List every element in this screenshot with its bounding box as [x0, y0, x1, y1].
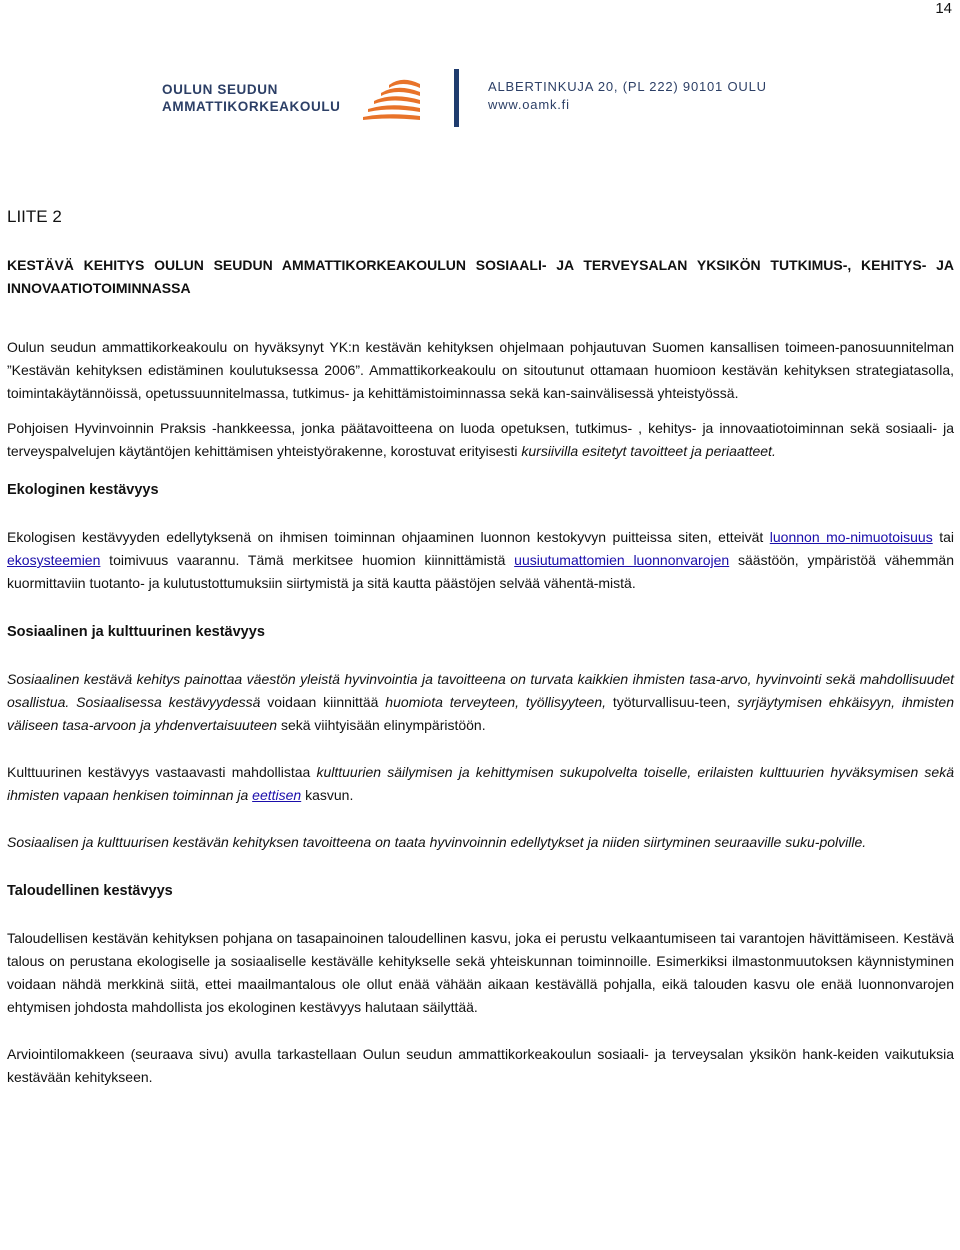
- address-block: [488, 78, 767, 114]
- ecological-paragraph: [7, 526, 954, 595]
- social-cultural-goal: [7, 831, 954, 854]
- intro-text-b: ”Kestävän kehityksen edistäminen koulutuksessa 2006: [7, 362, 356, 378]
- intro-paragraph: [7, 336, 954, 405]
- heading-ecological: Ekologinen kestävyys: [7, 482, 159, 498]
- social-paragraph: [7, 668, 954, 737]
- link-ecosystems[interactable]: ekosysteemien: [7, 552, 101, 568]
- social-text-4: sekä viihtyisään elinympäristöön.: [277, 717, 486, 733]
- assessment-paragraph: Arviointilomakkeen (seuraava sivu) avulla tarkastellaan Oulun seudun ammattikorkeakoulun sosiaali- ja terveysalan yksikön hank-keiden vaikutuksia kestävään kehitykseen.: [7, 1046, 954, 1085]
- document-body: [7, 195, 954, 1089]
- cultural-italic-text: kulttuurien säilymisen ja kehittymisen sukupolvelta toiselle, erilaisten kulttuurien hyväksymisen sekä ihmisten vapaan henkisen toiminnan ja: [7, 764, 954, 803]
- economic-paragraph: Taloudellisen kestävän kehityksen pohjana on tasapainoinen taloudellinen kasvu, joka ei perustu velkaantumiseen tai varantojen hävittämiseen. Kestävä talous on perustana ekologiselle ja sosiaaliselle kestävälle kehitykselle sekä yhteiskunnan toiminnoille. Esimerkiksi ilmastonmuutoksen käynnistyminen voidaan nähdä merkkinä siitä, ettei maailmantalous ole ollut enää vähään aikaan kestävällä pohjalla, eikä talouden kasvu ole enää luonnonvarojen ehtymisen johdosta mahdollista jos ekologinen kestävyys halutaan säilyttää.: [7, 930, 954, 1015]
- website-link[interactable]: www.oamk.fi: [488, 97, 570, 112]
- page-number: 14: [935, 0, 952, 17]
- eco-text-3: toimivuus vaarannu. Tämä merkitsee huomion kiinnittämistä: [100, 552, 515, 568]
- letterhead-divider: [454, 69, 459, 127]
- social-italic-2: Sosiaalisessa kestävyydessä: [76, 694, 261, 710]
- social-text-3: työturvallisuu-teen,: [606, 694, 738, 710]
- social-italic-4: syrjäytymisen ehkäisyyn, ihmisten väliseen tasa-arvoon ja yhdenvertaisuuteen: [7, 694, 954, 733]
- heading-social-cultural: Sosiaalinen ja kulttuurinen kestävyys: [7, 624, 265, 640]
- org-name-line2: AMMATTIKORKEAKOULU: [162, 99, 341, 114]
- heading-economic: Taloudellinen kestävyys: [7, 883, 173, 899]
- cultural-text-2: kasvun.: [301, 787, 354, 803]
- address-line: ALBERTINKUJA 20, (PL 222) 90101 OULU: [488, 79, 767, 94]
- project-italic: kursiivilla esitetyt tavoitteet ja periaatteet.: [521, 443, 776, 459]
- intro-text-a: Oulun seudun ammattikorkeakoulu on hyväksynyt YK:n kestävän kehityksen ohjelmaan pohjautuvan Suomen kansallisen toimeen-panosuunnitelman: [7, 339, 954, 355]
- organization-name: [162, 81, 341, 115]
- social-text-2: voidaan kiinnittää: [260, 694, 386, 710]
- project-paragraph: [7, 417, 954, 463]
- eco-text-2: tai: [932, 529, 954, 545]
- letterhead: [110, 66, 810, 132]
- project-text: Pohjoisen Hyvinvoinnin Praksis -hankkeessa, jonka päätavoitteena on luoda opetuksen, tutkimus- , kehitys- ja innovaatiotoiminnan sekä sosiaali- ja terveyspalvelujen käytäntöjen kehittämisen yhteistyörakenne, korostuvat erityisesti: [7, 420, 954, 459]
- cultural-paragraph: [7, 761, 954, 807]
- document-title: KESTÄVÄ KEHITYS OULUN SEUDUN AMMATTIKORKEAKOULUN SOSIAALI- JA TERVEYSALAN YKSIKÖN TUTKIMUS-, KEHITYS- JA INNOVAATIOTOIMINNASSA: [7, 257, 954, 296]
- cultural-text-1: Kulttuurinen kestävyys vastaavasti mahdollistaa: [7, 764, 317, 780]
- link-nonrenewable-resources[interactable]: uusiutumattomien luonnonvarojen: [514, 552, 730, 568]
- social-italic-1: Sosiaalinen kestävä kehitys painottaa väestön yleistä hyvinvointia ja tavoitteena on turvata kaikkien ihmisten tasa-arvo, hyvinvointi sekä mahdollisuudet osallistua.: [7, 671, 954, 710]
- intro-text-c: ”. Ammattikorkeakoulu on sitoutunut ottamaan huomioon kestävän kehityksen strategiatasolla, toimintakäytännöissä, opetussuunnitelmassa, tutkimus- ja kehittämistoiminnassa sekä kan-sainvälisessä yhteistyössä.: [7, 362, 954, 401]
- link-biodiversity[interactable]: luonnon mo-nimuotoisuus: [769, 529, 933, 545]
- goal-italic: Sosiaalisen ja kulttuurisen kestävän kehityksen tavoitteena on taata hyvinvoinnin edellytykset ja niiden siirtyminen seuraaville suku-polville.: [7, 834, 867, 850]
- appendix-label: LIITE 2: [7, 207, 62, 226]
- oamk-logo-icon: [358, 72, 428, 122]
- org-name-line1: OULUN SEUDUN: [162, 82, 278, 97]
- eco-text-1: Ekologisen kestävyyden edellytyksenä on ihmisen toiminnan ohjaaminen luonnon kestokyvyn puitteissa siten, etteivät: [7, 529, 770, 545]
- eco-text-4: säästöön, ympäristöä vähemmän kuormittaviin tuotanto- ja kulutustottumuksiin siirtymistä ja sitä kautta päästöjen selvää vähentä-mistä.: [7, 552, 955, 591]
- link-ethical[interactable]: eettisen: [252, 787, 302, 803]
- social-italic-3: huomiota terveyteen, työllisyyteen,: [385, 694, 606, 710]
